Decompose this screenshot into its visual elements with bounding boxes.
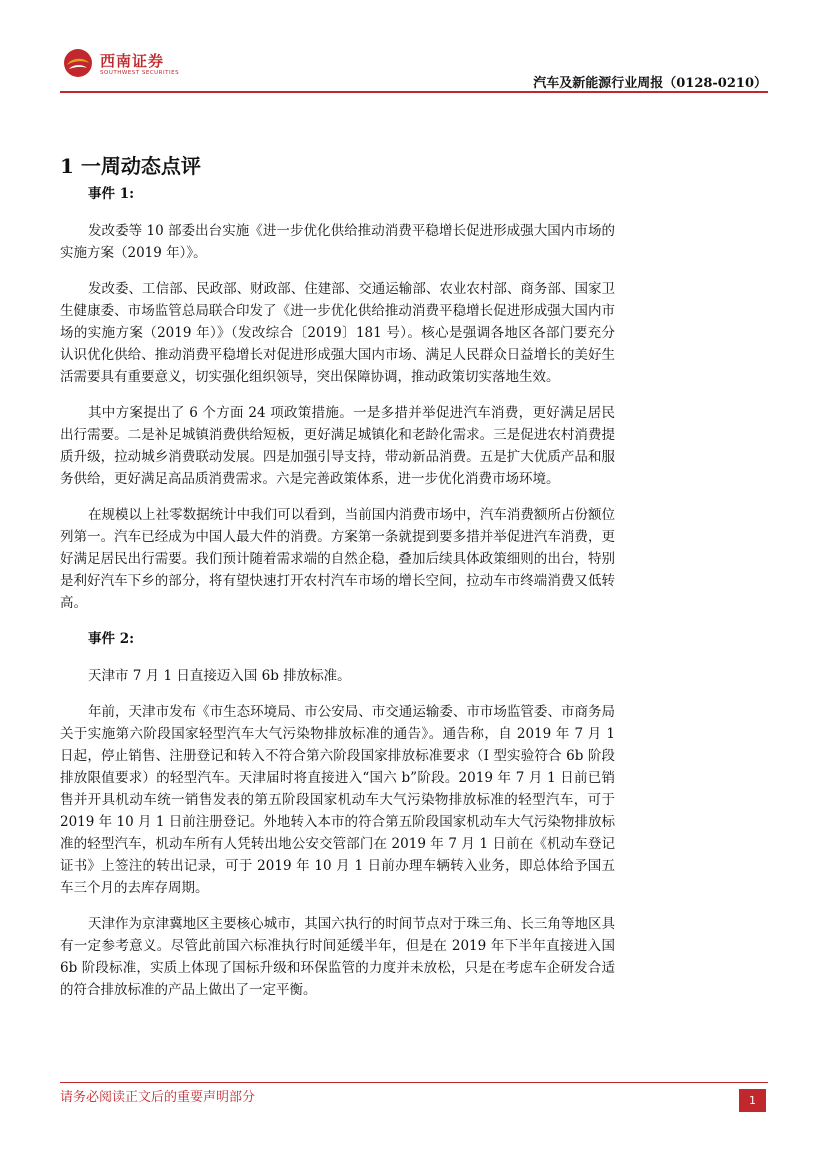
logo-english-name: SOUTHWEST SECURITIES — [100, 70, 180, 76]
event-2-paragraph: 天津市 7 月 1 日直接迈入国 6b 排放标准。 — [88, 668, 351, 684]
logo-chinese-name: 西南证券 — [100, 52, 165, 70]
event-2-paragraph: 天津作为京津冀地区主要核心城市，其国六执行的时间节点对于珠三角、长三角等地区具有一定参考意义。尽管此前国六标准执行时间延缓半年，但是在 2019 年下半年直接进入国 6b 阶段标准，实质上体现了国标升级和环保监管的力度并未放松，只是在考虑车企研发合适的符合排放标准的产品上做出了一定平衡。 — [60, 916, 615, 998]
event-1-label: 事件 1: — [88, 186, 135, 202]
event-1-paragraph: 发改委、工信部、民政部、财政部、住建部、交通运输部、农业农村部、商务部、国家卫生健康委、市场监管总局联合印发了《进一步优化供给推动消费平稳增长促进形成强大国内市场的实施方案（2019 年）》（发改综合〔2019〕181 号）。核心是强调各地区各部门要充分认识优化供给、推动消费平稳增长对促进形成强大国内市场、满足人民群众日益增长的美好生活需要具有重要意义，切实强化组织领导，突出保障协调，推动政策切实落地生效。 — [60, 281, 615, 385]
section-title: 1 一周动态点评 — [60, 154, 201, 178]
event-1-paragraph: 发改委等 10 部委出台实施《进一步优化供给推动消费平稳增长促进形成强大国内市场的实施方案（2019 年）》。 — [60, 223, 615, 261]
event-1-paragraph: 在规模以上社零数据统计中我们可以看到，当前国内消费市场中，汽车消费额所占份额位列第一。汽车已经成为中国人最大件的消费。方案第一条就提到要多措并举促进汽车消费，更好满足居民出行需要。我们预计随着需求端的自然企稳，叠加后续具体政策细则的出台，特别是利好汽车下乡的部分，将有望快速打开农村汽车市场的增长空间，拉动车市终端消费又低转高。 — [60, 507, 615, 611]
logo-emblem-icon — [63, 48, 93, 78]
page-header — [0, 0, 827, 100]
company-logo — [63, 48, 193, 84]
header-divider — [60, 91, 768, 93]
event-1-paragraph: 其中方案提出了 6 个方面 24 项政策措施。一是多措并举促进汽车消费，更好满足居民出行需要。二是补足城镇消费供给短板，更好满足城镇化和老龄化需求。三是促进农村消费提质升级，拉动城乡消费联动发展。四是加强引导支持，带动新品消费。五是扩大优质产品和服务供给，更好满足高品质消费需求。六是完善政策体系，进一步优化消费市场环境。 — [60, 405, 615, 487]
footer-divider — [60, 1082, 768, 1083]
event-2-paragraph: 年前，天津市发布《市生态环境局、市公安局、市交通运输委、市市场监管委、市商务局关于实施第六阶段国家轻型汽车大气污染物排放标准的通告》。通告称，自 2019 年 7 月 1 日起，停止销售、注册登记和转入不符合第六阶段国家排放标准要求（I 型实验符合 6b 阶段排放限值要求）的轻型汽车。天津届时将直接进入“国六 b”阶段。2019 年 7 月 1 日前已销售并开具机动车统一销售发表的第五阶段国家机动车大气污染物排放标准的轻型汽车，可于 2019 年 10 月 1 日前注册登记。外地转入本市的符合第五阶段国家机动车大气污染物排放标准的轻型汽车，机动车所有人凭转出地公安交管部门在 2019 年 7 月 1 日前在《机动车登记证书》上签注的转出记录，可于 2019 年 10 月 1 日前办理车辆转入业务，即总体给予国五车三个月的去库存周期。 — [60, 704, 615, 896]
report-title: 汽车及新能源行业周报（0128-0210） — [533, 76, 767, 91]
main-content — [60, 183, 615, 1015]
event-2-label: 事件 2: — [88, 631, 135, 647]
footer-disclaimer: 请务必阅读正文后的重要声明部分 — [60, 1090, 256, 1105]
page-number: 1 — [739, 1089, 766, 1112]
